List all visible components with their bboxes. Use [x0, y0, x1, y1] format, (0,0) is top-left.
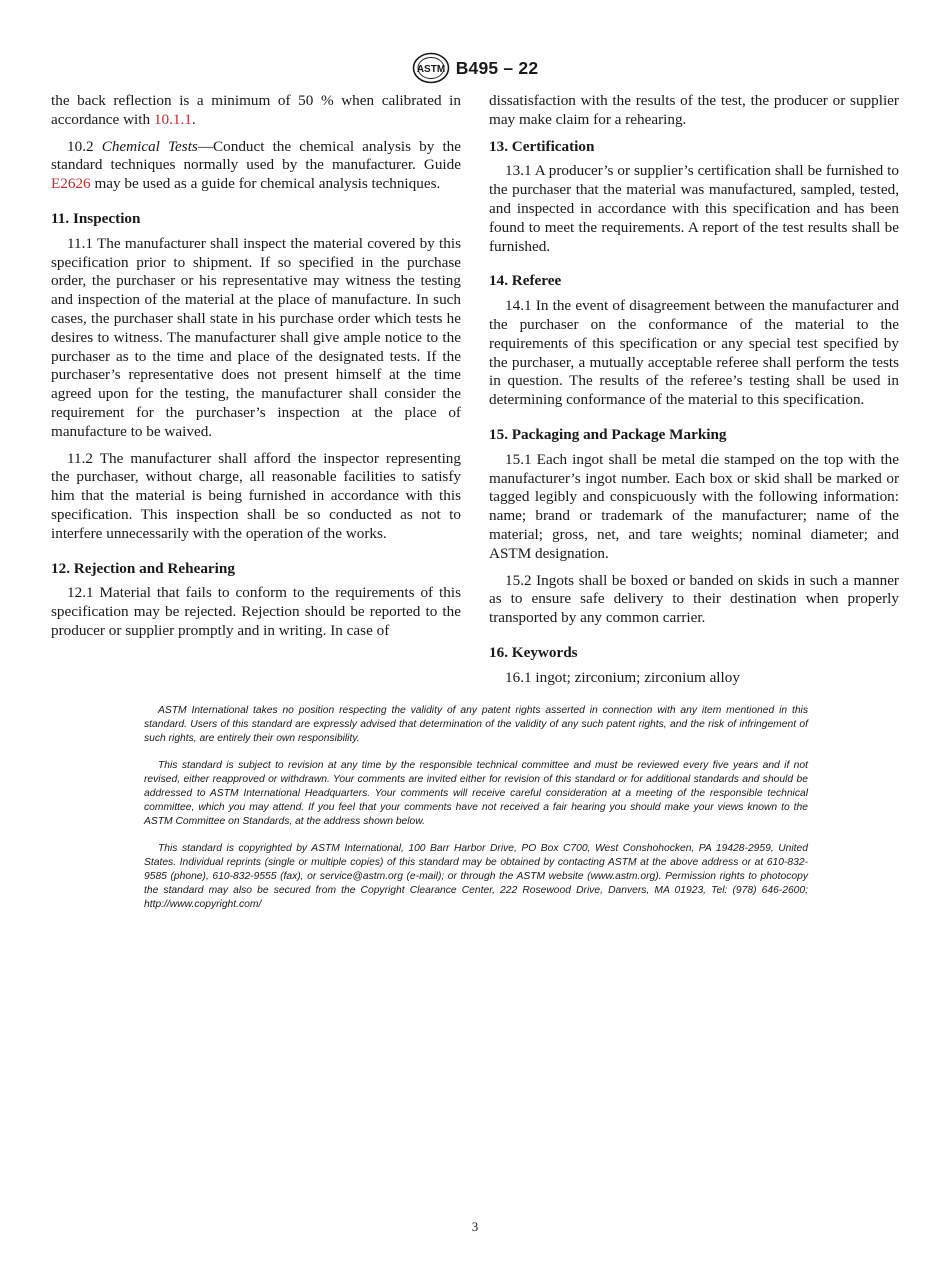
page-number: 3 — [471, 1219, 479, 1234]
paragraph-11-2: 11.2 The manufacturer shall afford the inspector representing the purchaser, without charge, all reasonable facilities to satisfy him that the material is being furnished in accordance with this specification. This inspection shall be so conducted as not to interfere unnecessarily with the operation of the works. — [51, 449, 461, 542]
left-column — [51, 92, 461, 649]
paragraph-continued-right: dissatisfaction with the results of the test, the producer or supplier may make claim for a rehearing. — [489, 92, 899, 128]
astm-logo-icon — [412, 52, 450, 84]
section-heading-15: 15. Packaging and Package Marking — [489, 425, 727, 443]
paragraph-14-1: 14.1 In the event of disagreement between the manufacturer and the purchaser on the conformance of the material to the requirements of this specification or any special test specified by the purchaser, a mutually acceptable referee shall perform the tests in question. The results of the referee’s testing shall be used in determining conformance of the material to this specification. — [489, 297, 899, 409]
section-heading-16: 16. Keywords — [489, 643, 578, 661]
paragraph-16-1: 16.1 ingot; zirconium; zirconium alloy — [505, 668, 740, 686]
paragraph-continued: the back reflection is a minimum of 50 % when calibrated in accordance with 10.1.1. — [51, 92, 461, 128]
paragraph-15-1: 15.1 Each ingot shall be metal die stamped on the top with the manufacturer’s ingot number. Each box or skid shall be marked or tagged legibly and conspicuously with the following information: name; brand or trademark of the manufacturer; name of the material; gross, net, and tare weights; nominal diameter; and ASTM designation. — [489, 450, 899, 562]
paragraph-11-1: 11.1 The manufacturer shall inspect the material covered by this specification prior to shipment. If so specified in the purchase order, the purchaser or his representative may witness the testing and inspection of the material at the place of manufacture. In such cases, the purchaser shall state in his purchase order which tests he desires to witness. The manufacturer shall give ample notice to the purchaser as to the time and place of the designated tests. If the purchaser’s representative does not present himself at the time agreed upon for the testing, the manufacturer shall consider the requirement for the purchaser’s inspection at the place of manufacture to be waived. — [51, 234, 461, 440]
paragraph-10-2: 10.2 Chemical Tests—Conduct the chemical analysis by the standard techniques normally used by the manufacturer. Guide E2626 may be used as a guide for chemical analysis techniques. — [51, 137, 461, 193]
section-heading-11: 11. Inspection — [51, 209, 141, 227]
section-heading-14: 14. Referee — [489, 272, 562, 290]
paragraph-12-1: 12.1 Material that fails to conform to the requirements of this specification may be rejected. Rejection should be reported to the producer or supplier promptly and in writing. In case of — [51, 584, 461, 639]
svg-text:ASTM: ASTM — [416, 64, 445, 75]
section-heading-12: 12. Rejection and Rehearing — [51, 559, 235, 577]
revision-notice: This standard is subject to revision at any time by the responsible technical committee and must be reviewed every five years and if not revised, either reapproved or withdrawn. Your comments are invited either for revision of this standard or for additional standards and should be addressed to ASTM International Headquarters. Your comments will receive careful consideration at a meeting of the responsible technical committee, which you may attend. If you feel that your comments have not received a fair hearing you should make your views known to the ASTM Committee on Standards, at the address shown below. — [144, 760, 808, 827]
reference-link-e2626[interactable]: E2626 — [51, 175, 91, 193]
patent-notice: ASTM International takes no position respecting the validity of any patent rights asserted in connection with any item mentioned in this standard. Users of this standard are expressly advised that determination of the validity of any such patent rights, and the risk of infringement of such rights, are entirely their own responsibility. — [144, 705, 808, 744]
legal-notices — [144, 704, 808, 925]
page-header — [0, 52, 950, 84]
paragraph-10-2-title: Chemical Tests — [101, 137, 198, 155]
section-link-10-1-1[interactable]: 10.1.1 — [153, 110, 192, 128]
standard-designation: B495 – 22 — [455, 57, 539, 78]
paragraph-15-2: 15.2 Ingots shall be boxed or banded on skids in such a manner as to ensure safe delivery to their destination when properly transported by any common carrier. — [489, 571, 899, 627]
section-heading-13: 13. Certification — [489, 137, 595, 155]
copyright-notice: This standard is copyrighted by ASTM International, 100 Barr Harbor Drive, PO Box C700, West Conshohocken, PA 19428-2959, United States. Individual reprints (single or multiple copies) of this standard may be obtained by contacting ASTM at the above address or at 610-832-9585 (phone), 610-832-9555 (fax), or service@astm.org (e-mail); or through the ASTM website (www.astm.org). Permission rights to photocopy the standard may also be secured from the Copyright Clearance Center, 222 Rosewood Drive, Danvers, MA 01923, Tel: (978) 646-2600; http://www.copyright.com/ — [144, 843, 808, 910]
right-column — [489, 92, 899, 696]
paragraph-13-1: 13.1 A producer’s or supplier’s certification shall be furnished to the purchaser that the material was manufactured, sampled, tested, and inspected in accordance with this specification and has been found to meet the requirements. A report of the test results shall be furnished. — [489, 162, 899, 255]
